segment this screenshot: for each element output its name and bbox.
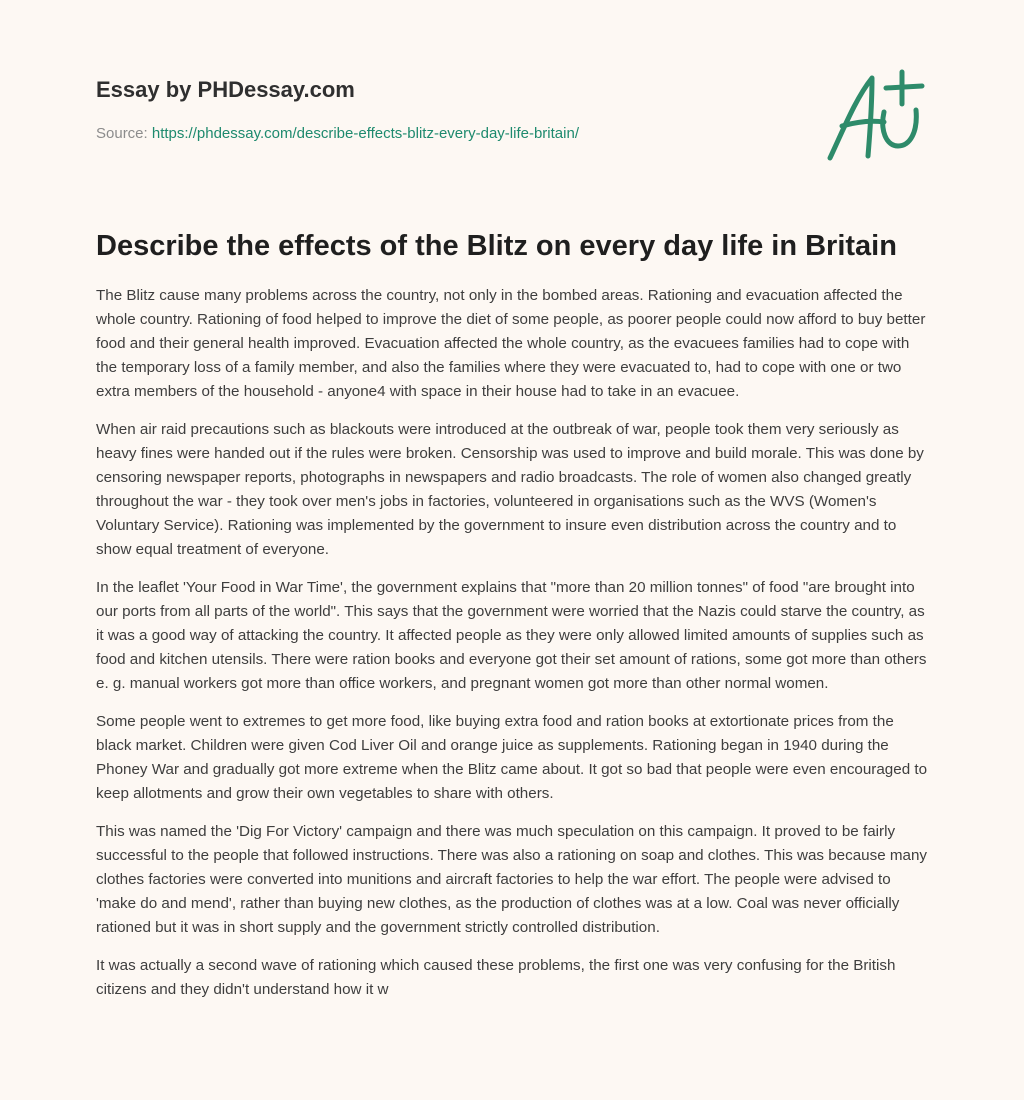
essay-paragraph: When air raid precautions such as blackouts were introduced at the outbreak of war, people took them very seriously as heavy fines were handed out if the rules were broken. Censorship was used to improve and build morale. This was done by censoring newspaper reports, photographs in newspapers and radio broadcasts. The role of women also changed greatly throughout the war - they took over men's jobs in factories, volunteered in organisations such as the WVS (Women's Voluntary Service). Rationing was implemented by the government to insure even distribution across the country and to show equal treatment of everyone. [96,421,924,558]
essay-title: Describe the effects of the Blitz on every day life in Britain [96,230,897,262]
site-brand: Essay by PHDessay.com [96,77,355,102]
source-link[interactable]: https://phdessay.com/describe-effects-blitz-every-day-life-britain/ [151,125,579,142]
essay-paragraph: In the leaflet 'Your Food in War Time', the government explains that "more than 20 million tonnes" of food "are brought into our ports from all parts of the world". This says that the government were worried that the Nazis could starve the country, as it was a good way of attacking the country. It affected people as they were only allowed limited amounts of supplies such as food and kitchen utensils. There were ration books and everyone got their set amount of rations, some got more than others e. g. manual workers got more than office workers, and pregnant women got more than other normal women. [96,579,927,692]
page-header [96,76,796,144]
essay-paragraph: It was actually a second wave of rationing which caused these problems, the first one was very confusing for the British citizens and they didn't understand how it w [96,957,896,998]
source-line [96,124,796,144]
essay-paragraph: Some people went to extremes to get more food, like buying extra food and ration books at extortionate prices from the black market. Children were given Cod Liver Oil and orange juice as supplements. Rationing began in 1940 during the Phoney War and gradually got more extreme when the Blitz came about. It got so bad that people were even encouraged to keep allotments and grow their own vegetables to share with others. [96,713,928,802]
essay-paragraph: This was named the 'Dig For Victory' campaign and there was much speculation on this campaign. It proved to be fairly successful to the people that followed instructions. There was also a rationing on soap and clothes. This was because many clothes factories were converted into munitions and aircraft factories to help the war effort. The people were advised to 'make do and mend', rather than buying new clothes, as the production of clothes was at a low. Coal was never officially rationed but it was in short supply and the government strictly controlled distribution. [96,823,928,936]
essay-paragraph: The Blitz cause many problems across the country, not only in the bombed areas. Rationing and evacuation affected the whole country. Rationing of food helped to improve the diet of some people, as poorer people could now afford to buy better food and their general health improved. Evacuation affected the whole country, as the evacuees families had to cope with the temporary loss of a family member, and also the families where they were evacuated to, had to cope with one or two extra members of the household - anyone4 with space in their house had to take in an evacuee. [96,287,926,400]
essay-body [96,284,930,1016]
a-plus-logo-icon [822,68,926,164]
source-label: Source: [96,125,148,142]
